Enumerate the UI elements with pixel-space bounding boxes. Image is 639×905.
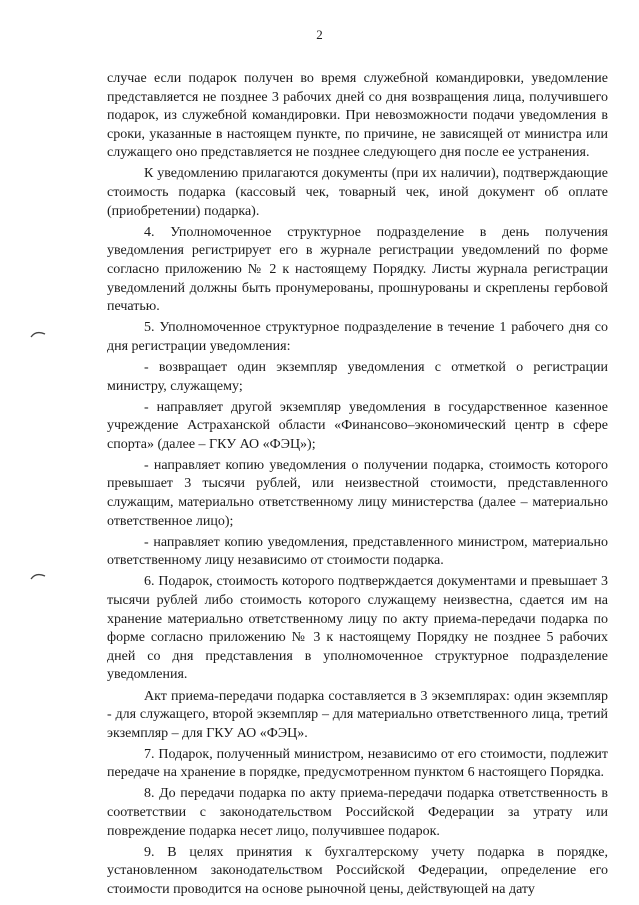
- document-body: [107, 70, 608, 902]
- paragraph-item-5-return: - возвращает один экземпляр уведомления с отметкой о регистрации министру, служащему;: [107, 359, 608, 394]
- paragraph-item-5-send-minister-copy: - направляет копию уведомления, представленного министром, материально ответственному лицу независимо от стоимости подарка.: [107, 534, 608, 569]
- paragraph-item-5-send-copy: - направляет другой экземпляр уведомления в государственное казенное учреждение Астраханской области «Финансово–экономический центр в сфере спорта» (далее – ГКУ АО «ФЭЦ»);: [107, 399, 608, 452]
- binding-hole-mark-bottom: [30, 571, 46, 581]
- paragraph-item-4: 4. Уполномоченное структурное подразделение в день получения уведомления регистрирует его в журнале регистрации уведомлений по форме согласно приложению № 2 к настоящему Порядку. Листы журнала регистрации уведомлений должны быть пронумерованы, прошнурованы и скреплены гербовой печатью.: [107, 224, 608, 315]
- paragraph-item-9: 9. В целях принятия к бухгалтерскому учету подарка в порядке, установленном законодательством Российской Федерации, определение его стоимости проводится на основе рыночной цены, действующей на дату: [107, 844, 608, 897]
- paragraph-item-8: 8. До передачи подарка по акту приема-передачи подарка ответственность в соответствии с законодательством Российской Федерации за утрату или повреждение подарка несет лицо, получившее подарок.: [107, 786, 608, 839]
- page-number: 2: [316, 27, 323, 42]
- paragraph-item-7: 7. Подарок, полученный министром, независимо от его стоимости, подлежит передаче на хранение в порядке, предусмотренном пунктом 6 настоящего Порядка.: [107, 746, 608, 781]
- paragraph-item-6: 6. Подарок, стоимость которого подтверждается документами и превышает 3 тысячи рублей либо стоимость которого служащему неизвестна, сдается им на хранение материально ответственному лицу по акту приема-передачи подарка по форме согласно приложению № 3 к настоящему Порядку не позднее 5 рабочих дней со дня представления в уполномоченное структурное подразделение уведомления.: [107, 574, 608, 683]
- paragraph-attachments: К уведомлению прилагаются документы (при их наличии), подтверждающие стоимость подарка (кассовый чек, товарный чек, иной документ об оплате (приобретении) подарка).: [107, 166, 608, 219]
- paragraph-item-5: 5. Уполномоченное структурное подразделение в течение 1 рабочего дня со дня регистрации уведомления:: [107, 320, 608, 354]
- paragraph-item-5-send-notice-copy: - направляет копию уведомления о получении подарка, стоимость которого превышает 3 тысячи рублей, или неизвестной стоимости, представленного служащим, материально ответственному лицу министерства (далее – материально ответственное лицо);: [107, 457, 608, 529]
- binding-hole-mark-top: [30, 329, 46, 339]
- paragraph-act-copies: Акт приема-передачи подарка составляется в 3 экземплярах: один экземпляр - для служащего, второй экземпляр – для материально ответственного лица, третий экземпляр – для ГКУ АО «ФЭЦ».: [107, 688, 608, 741]
- paragraph-continuation: случае если подарок получен во время служебной командировки, уведомление представляется не позднее 3 рабочих дней со дня возвращения лица, получившего подарок, из служебной командировки. При невозможности подачи уведомления в сроки, указанные в настоящем пункте, по причине, не зависящей от министра или служащего оно представляется не позднее следующего дня после ее устранения.: [107, 71, 608, 161]
